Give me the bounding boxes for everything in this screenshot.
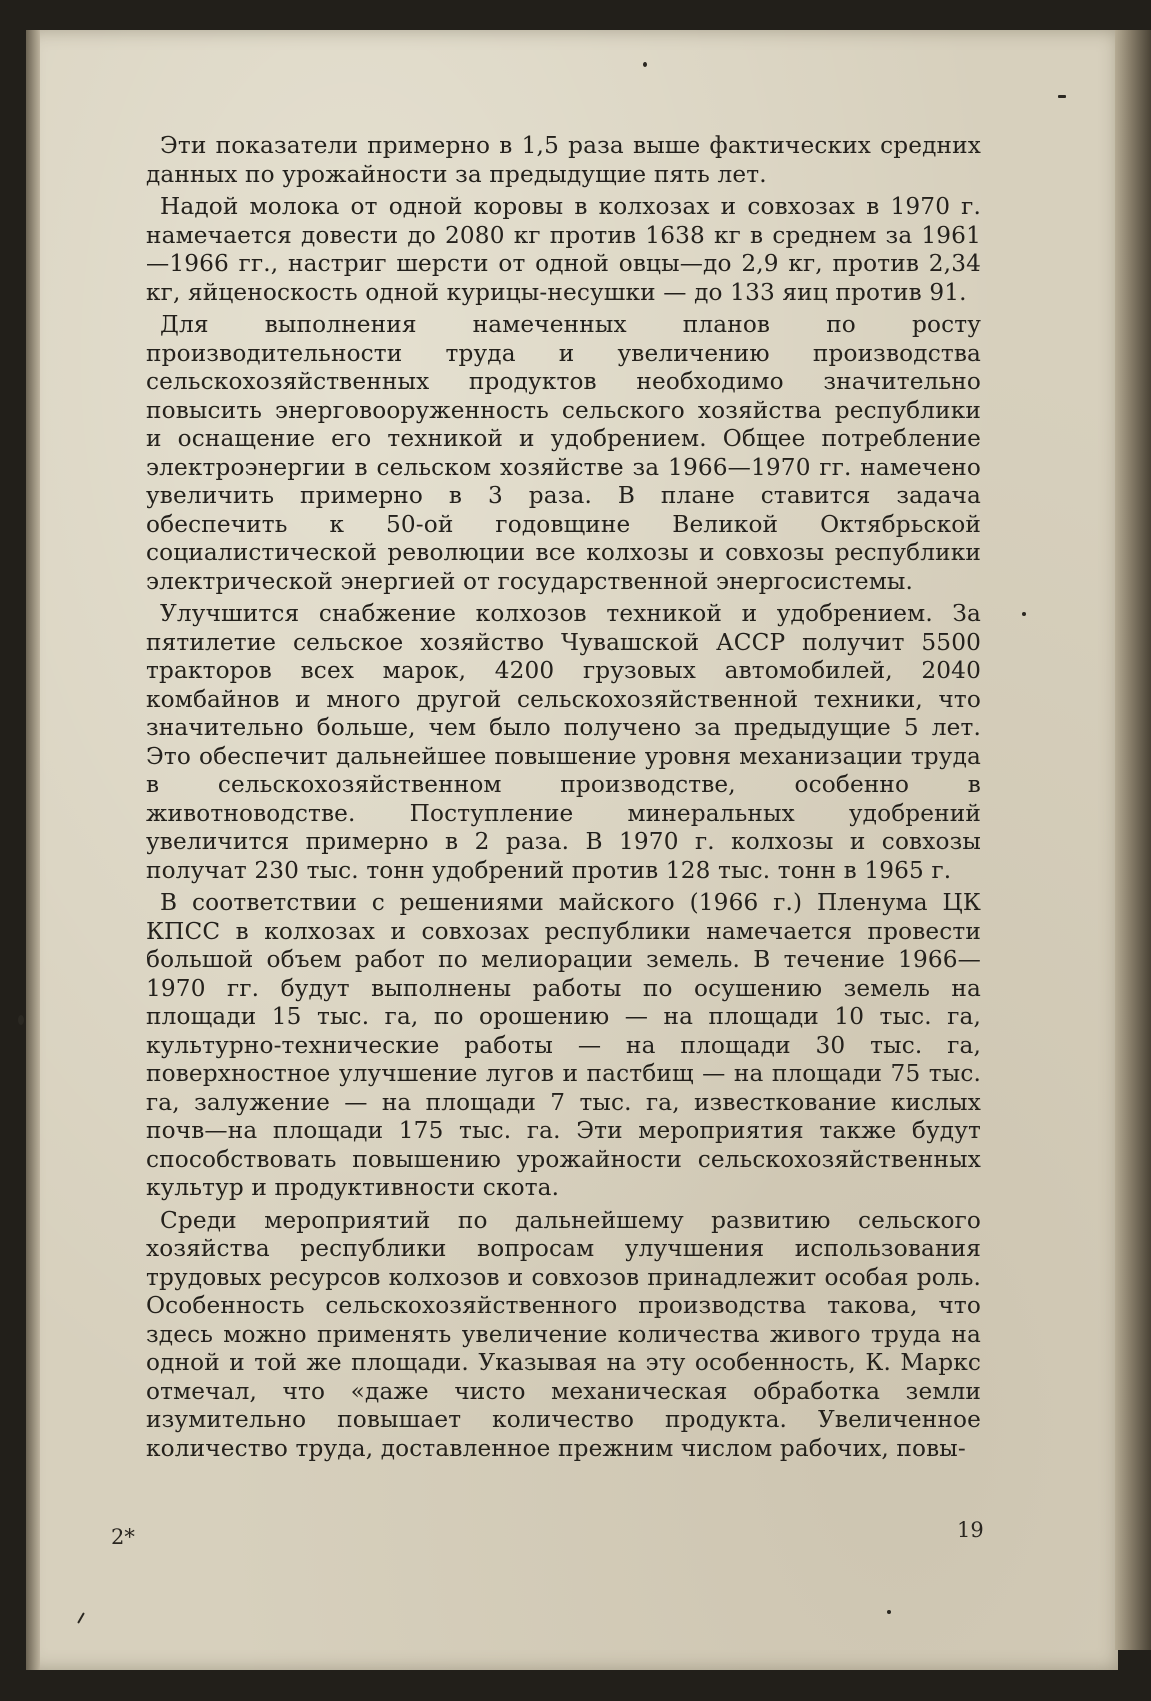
page-stack-edge bbox=[1115, 30, 1151, 1650]
paragraph-6: Среди мероприятий по дальнейшему развитию сельского хозяйства республики вопросам улучшения использования трудовых ресурсов колхозов и совхозов принадлежит особая роль. Особенность сельскохозяйственного производства такова, что здесь можно применять увеличение количества живого труда на одной и той же площади. Указывая на эту особенность, К. Маркс отмечал, что «даже чисто механическая обработка земли изумительно повышает количество продукта. Увеличенное количество труда, доставленное прежним числом рабочих, повы- bbox=[146, 1206, 981, 1462]
body-text bbox=[146, 132, 981, 1467]
dust-speck bbox=[1058, 95, 1066, 98]
paragraph-3: Для выполнения намеченных планов по росту производительности труда и увеличению производства сельскохозяйственных продуктов необходимо значительно повысить энерговооруженность сельского хозяйства республики и оснащение его техникой и удобрением. Общее потребление электроэнергии в сельском хозяйстве за 1966—1970 гг. намечено увеличить примерно в 3 раза. В плане ставится задача обеспечить к 50-ой годовщине Великой Октябрьской социалистической революции все колхозы и совхозы республики электрической энергией от государственной энергосистемы. bbox=[146, 311, 981, 595]
page-number: 19 bbox=[957, 1518, 984, 1542]
signature-mark: 2* bbox=[111, 1525, 135, 1549]
paragraph-1: Эти показатели примерно в 1,5 раза выше фактических средних данных по урожайности за предыдущие пять лет. bbox=[146, 132, 981, 188]
paragraph-2: Надой молока от одной коровы в колхозах и совхозах в 1970 г. намечается довести до 2080 кг против 1638 кг в среднем за 1961—1966 гг., настриг шерсти от одной овцы—до 2,9 кг, против 2,34 кг, яйценоскость одной курицы-несушки — до 133 яиц против 91. bbox=[146, 193, 981, 306]
binding-shadow bbox=[26, 30, 40, 1670]
dust-speck bbox=[887, 1610, 891, 1614]
paragraph-5: В соответствии с решениями майского (1966 г.) Пленума ЦК КПСС в колхозах и совхозах республики намечается провести большой объем работ по мелиорации земель. В течение 1966—1970 гг. будут выполнены работы по осушению земель на площади 15 тыс. га, по орошению — на площади 10 тыс. га, культурно-технические работы — на площади 30 тыс. га, поверхностное улучшение лугов и пастбищ — на площади 75 тыс. га, залужение — на площади 7 тыс. га, известкование кислых почв—на площади 175 тыс. га. Эти мероприятия также будут способствовать повышению урожайности сельскохозяйственных культур и продуктивности скота. bbox=[146, 889, 981, 1201]
dust-speck bbox=[643, 62, 647, 67]
dust-speck bbox=[18, 1015, 24, 1025]
paragraph-4: Улучшится снабжение колхозов техникой и удобрением. За пятилетие сельское хозяйство Чувашской АССР получит 5500 тракторов всех марок, 4200 грузовых автомобилей, 2040 комбайнов и много другой сельскохозяйственной техники, что значительно больше, чем было получено за предыдущие 5 лет. Это обеспечит дальнейшее повышение уровня механизации труда в сельскохозяйственном производстве, особенно в животноводстве. Поступление минеральных удобрений увеличится примерно в 2 раза. В 1970 г. колхозы и совхозы получат 230 тыс. тонн удобрений против 128 тыс. тонн в 1965 г. bbox=[146, 600, 981, 884]
dust-speck bbox=[1022, 612, 1026, 616]
